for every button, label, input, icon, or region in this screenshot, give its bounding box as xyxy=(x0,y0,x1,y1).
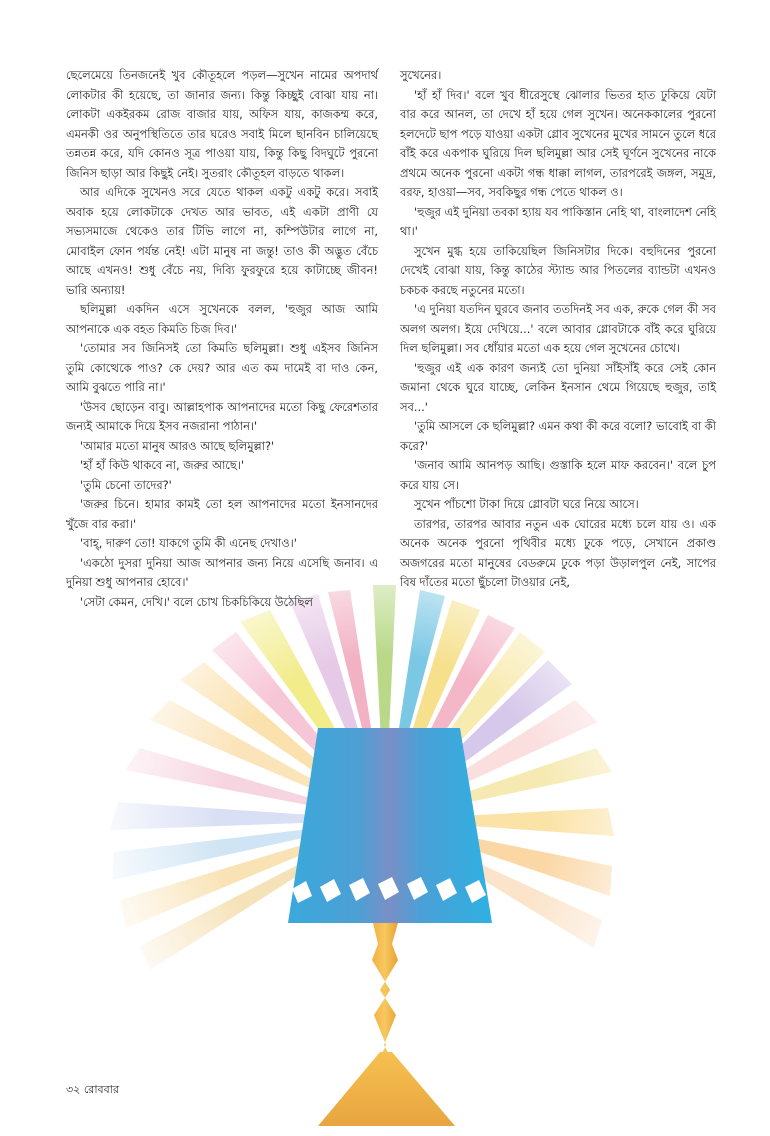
paragraph: 'জনাব আমি আনপড় আছি। গুস্তাকি হলে মাফ করবেন।' বলে চুপ করে যায় সে। xyxy=(400,458,716,492)
paragraph: 'হুজুর এই দুনিয়া তবকা হ্যায় যব পাকিস্তান নেহি থা, বাংলাদেশ নেহি থা।' xyxy=(400,204,716,238)
right-column xyxy=(400,66,716,593)
paragraph: 'উসব ছোড়েন বাবু। আল্লাহপাক আপনাদের মতো কিছু ফেরেশতার জন্যই আমাকে দিয়ে ইসব নজরানা পাঠান।' xyxy=(66,399,378,433)
paragraph: সুখেন পাঁচশো টাকা দিয়ে গ্লোবটা ঘরে নিয়ে আসে। xyxy=(414,497,639,511)
paragraph: তারপর, তারপর আবার নতুন এক ঘোরের মধ্যে চলে যায় ও। এক অনেক অনেক পুরনো পৃথিবীর মধ্যে ঢুকে পড়ে, সেখানে প্রকাণ্ড অজগরের মতো মানুষের বেডরুমে ঢুকে পড়া উড়ালপুল নেই, সাপের বিষ দাঁতের মতো ছুঁচলো টাওয়ার নেই, xyxy=(400,516,716,589)
paragraph: ছেলেমেয়ে তিনজনেই খুব কৌতূহলে পড়ল—সুখেন নামের অপদার্থ লোকটার কী হয়েছে, তা জানার জন্য। কিন্তু কিচ্ছুই বোঝা যায় না। লোকটা একইরকম রোজ বাজার যায়, অফিস যায়, কাজকম্ম করে, এমনকী ওর অনুপস্থিতিতে তার ঘরেও সবাই মিলে ছানবিন চালিয়েছে তন্নতন্ন করে, যদি কোনও সূত্র পাওয়া যায়, কিন্তু কিছু বিদঘুটে পুরনো জিনিস ছাড়া আর কিছুই নেই। সুতরাং কৌতূহল বাড়তে থাকল। xyxy=(66,68,378,180)
paragraph: আর এদিকে সুখেনও সরে যেতে থাকল একটু একটু করে। সবাই অবাক হয়ে লোকটাকে দেখত আর ভাবত, এই একটা প্রাণী যে সভ্যসমাজে থেকেও তার টিভি লাগে না, কম্পিউটার লাগে না, মোবাইল ফোন পর্যন্ত নেই! এটা মানুষ না জন্তু! তাও কী অদ্ভুত বেঁচে আছে এখনও! শুধু বেঁচে নয়, দিব্যি ফুরফুরে হয়ে কাটাচ্ছে জীবন! ভারি অন্যায়! xyxy=(66,185,378,297)
page-footer xyxy=(66,1081,119,1100)
paragraph: 'আমার মতো মানুষ আরও আছে ছলিমুল্লা?' xyxy=(80,438,275,453)
paragraph: 'জরুর চিনে। হামার কামই তো হল আপনাদের মতো ইনসানদের খুঁজে বার করা।' xyxy=(66,497,378,531)
paragraph: 'তোমার সব জিনিসই তো কিমতি ছলিমুল্লা। শুধু এইসব জিনিস তুমি কোত্থেকে পাও? কে দেয়? আর এত কম দামেই বা দাও কেন, আমি বুঝতে পারি না।' xyxy=(66,341,378,394)
publication-name: রোববার xyxy=(83,1083,120,1096)
paragraph: 'এ দুনিয়া যতদিন ঘুরবে জনাব ততদিনই সব এক, রুকে গেল কী সব অলগ অলগ। ইয়ে দেখিয়ে...' বলে আবার গ্লোবটাকে বাঁই করে ঘুরিয়ে দিল ছলিমুল্লা। সব ধোঁয়ার মতো এক হয়ে গেল সুখেনের চোখে। xyxy=(400,302,716,355)
left-column xyxy=(66,66,378,612)
paragraph: 'হাঁ হাঁ কিউ থাকবে না, জরুর আছে।' xyxy=(80,458,244,472)
paragraph: 'হুজুর এই এক কারণ জন্যই তো দুনিয়া সাঁইসাঁই করে সেই কোন জমানা থেকে ঘুরে যাচ্ছে, লেকিন ইনসান থেমে গিয়েছে হুজুর, তাই সব...' xyxy=(400,360,716,414)
paragraph: 'বাহ্, দারুণ তো! যাকগে তুমি কী এনেছ দেখাও।' xyxy=(80,536,297,550)
paragraph: 'সেটা কেমন, দেখি।' বলে চোখ চিকচিকিয়ে উঠেছিল xyxy=(80,594,313,609)
page-number: ৩২ xyxy=(66,1083,81,1096)
paragraph: 'তুমি আসলে কে ছলিমুল্লা? এমন কথা কী করে বলো? ভাবোই বা কী করে?' xyxy=(400,419,717,453)
paragraph: 'একঠো দুসরা দুনিয়া আজ আপনার জন্য নিয়ে এসেছি জনাব। এ দুনিয়া শুধু আপনার হোবে।' xyxy=(66,555,378,589)
paragraph: সুখেন মুগ্ধ হয়ে তাকিয়েছিল জিনিসটার দিকে। বহুদিনের পুরনো দেখেই বোঝা যায়, কিন্তু কাঠের স্ট্যান্ড আর পিতলের ব্যান্ডটা এখনও চকচক করছে নতুনের মতো। xyxy=(400,243,716,297)
paragraph: ছলিমুল্লা একদিন এসে সুখেনকে বলল, 'হুজুর আজ আমি আপনাকে এক বহত কিমতি চিজ দিব।' xyxy=(66,302,378,336)
paragraph: সুখেনের। xyxy=(400,68,442,82)
paragraph: 'হাঁ হাঁ দিব।' বলে খুব ধীরেসুস্থে ঝোলার ভিতর হাত ঢুকিয়ে যেটা বার করে আনল, তা দেখে হাঁ হয়ে গেল সুখেন। অনেককালের পুরনো হলদেটে ছাপ পড়ে যাওয়া একটা গ্লোব সুখেনের মুখের সামনে তুলে ধরে বাঁই করে একপাক ঘুরিয়ে দিল ছলিমুল্লা আর সেই ঘূর্ণনে সুখেনের নাকে প্রথমে অনেক পুরনো একটা গন্ধ ধাক্কা লাগল, তারপরেই জঙ্গল, সমুদ্র, বরফ, হাওয়া—সব, সবকিছুর গন্ধ পেতে থাকল ও। xyxy=(400,87,716,199)
paragraph: 'তুমি চেনো তাদের?' xyxy=(80,477,172,492)
